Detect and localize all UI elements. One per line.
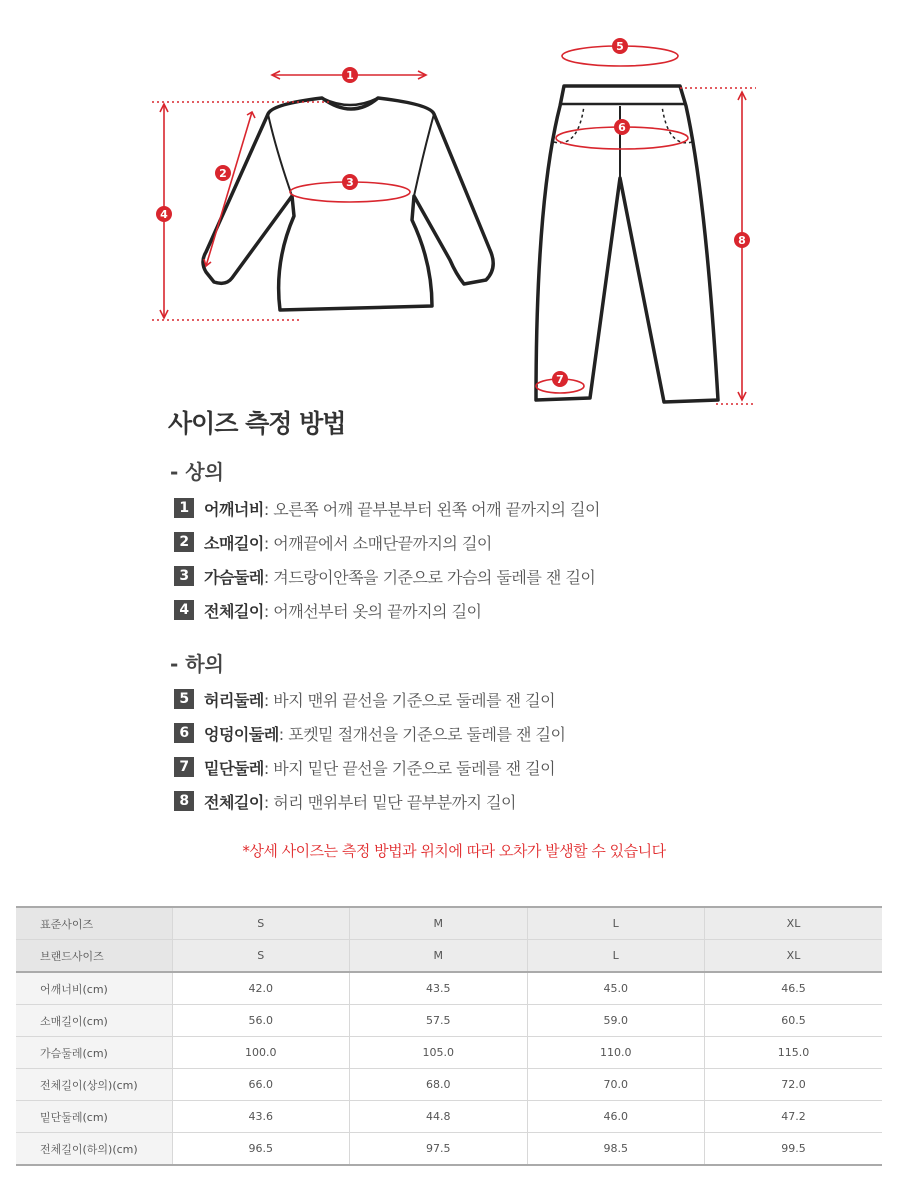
number-badge: 6	[174, 723, 194, 743]
table-row	[16, 1101, 882, 1133]
table-cell: 96.5	[172, 1133, 350, 1166]
measurement-diagram	[0, 0, 908, 410]
list-item	[174, 491, 874, 525]
table-row	[16, 972, 882, 1005]
list-item	[174, 784, 874, 818]
description: : 허리 맨위부터 밑단 끝부분까지 길이	[263, 792, 516, 812]
number-badge: 5	[174, 689, 194, 709]
description: : 바지 맨위 끝선을 기준으로 둘레를 잰 길이	[263, 690, 556, 710]
term: 밑단둘레	[204, 758, 264, 778]
table-cell: 44.8	[350, 1101, 528, 1133]
top-section-title: - 상의	[170, 460, 224, 484]
term: 가슴둘레	[204, 567, 264, 587]
number-badge: 1	[174, 498, 194, 518]
list-item	[174, 716, 874, 750]
row-label: 전체길이(상의)(cm)	[16, 1069, 172, 1101]
row-label: 가슴둘레(cm)	[16, 1037, 172, 1069]
row-label: 밑단둘레(cm)	[16, 1101, 172, 1133]
table-cell: 98.5	[527, 1133, 705, 1166]
table-row	[16, 1133, 882, 1166]
marker-8: 8	[738, 234, 746, 247]
row-label: 소매길이(cm)	[16, 1005, 172, 1037]
table-cell: 68.0	[350, 1069, 528, 1101]
term: 허리둘레	[204, 690, 264, 710]
table-cell: 56.0	[172, 1005, 350, 1037]
table-cell: 66.0	[172, 1069, 350, 1101]
description: : 오른쪽 어깨 끝부분부터 왼쪽 어깨 끝까지의 길이	[263, 499, 600, 519]
term: 소매길이	[204, 533, 264, 553]
table-cell: 72.0	[705, 1069, 883, 1101]
bottom-measurement-list	[174, 682, 874, 818]
description: : 포켓밑 절개선을 기준으로 둘레를 잰 길이	[278, 724, 566, 744]
table-cell: 59.0	[527, 1005, 705, 1037]
table-cell: XL	[705, 940, 883, 973]
marker-5: 5	[616, 40, 624, 53]
number-badge: 4	[174, 600, 194, 620]
table-cell: 70.0	[527, 1069, 705, 1101]
term: 전체길이	[204, 792, 264, 812]
table-row	[16, 1005, 882, 1037]
error-notice: *상세 사이즈는 측정 방법과 위치에 따라 오차가 발생할 수 있습니다	[242, 842, 666, 860]
table-cell: 57.5	[350, 1005, 528, 1037]
number-badge: 8	[174, 791, 194, 811]
marker-2: 2	[219, 167, 227, 180]
term: 엉덩이둘레	[204, 724, 279, 744]
bottom-section-title: - 하의	[170, 652, 224, 676]
row-label: 어깨너비(cm)	[16, 972, 172, 1005]
row-label: 표준사이즈	[16, 907, 172, 940]
table-cell: 45.0	[527, 972, 705, 1005]
list-item	[174, 593, 874, 627]
description: : 어깨끝에서 소매단끝까지의 길이	[263, 533, 492, 553]
list-item	[174, 682, 874, 716]
size-table	[16, 906, 882, 1166]
marker-1: 1	[346, 69, 354, 82]
table-cell: L	[527, 940, 705, 973]
table-cell: 110.0	[527, 1037, 705, 1069]
row-label: 전체길이(하의)(cm)	[16, 1133, 172, 1166]
table-row	[16, 940, 882, 973]
marker-3: 3	[346, 176, 354, 189]
marker-6: 6	[618, 121, 626, 134]
table-cell: 43.5	[350, 972, 528, 1005]
page-heading: 사이즈 측정 방법	[168, 409, 346, 438]
row-label: 브랜드사이즈	[16, 940, 172, 973]
description: : 어깨선부터 옷의 끝까지의 길이	[263, 601, 482, 621]
term: 어깨너비	[204, 499, 264, 519]
table-cell: 105.0	[350, 1037, 528, 1069]
table-cell: XL	[705, 907, 883, 940]
table-cell: M	[350, 907, 528, 940]
table-cell: 97.5	[350, 1133, 528, 1166]
table-cell: 115.0	[705, 1037, 883, 1069]
table-cell: 42.0	[172, 972, 350, 1005]
list-item	[174, 525, 874, 559]
term: 전체길이	[204, 601, 264, 621]
table-cell: M	[350, 940, 528, 973]
table-cell: 100.0	[172, 1037, 350, 1069]
number-badge: 7	[174, 757, 194, 777]
table-cell: 47.2	[705, 1101, 883, 1133]
list-item	[174, 750, 874, 784]
number-badge: 2	[174, 532, 194, 552]
number-badge: 3	[174, 566, 194, 586]
table-row	[16, 1037, 882, 1069]
marker-4: 4	[160, 208, 168, 221]
table-cell: S	[172, 907, 350, 940]
table-row	[16, 907, 882, 940]
top-measurement-list	[174, 491, 874, 627]
marker-7: 7	[556, 373, 564, 386]
list-item	[174, 559, 874, 593]
table-row	[16, 1069, 882, 1101]
description: : 바지 밑단 끝선을 기준으로 둘레를 잰 길이	[263, 758, 556, 778]
table-cell: 46.5	[705, 972, 883, 1005]
table-cell: 99.5	[705, 1133, 883, 1166]
description: : 겨드랑이안쪽을 기준으로 가슴의 둘레를 잰 길이	[263, 567, 596, 587]
table-cell: 43.6	[172, 1101, 350, 1133]
table-cell: S	[172, 940, 350, 973]
table-cell: L	[527, 907, 705, 940]
table-cell: 60.5	[705, 1005, 883, 1037]
table-cell: 46.0	[527, 1101, 705, 1133]
